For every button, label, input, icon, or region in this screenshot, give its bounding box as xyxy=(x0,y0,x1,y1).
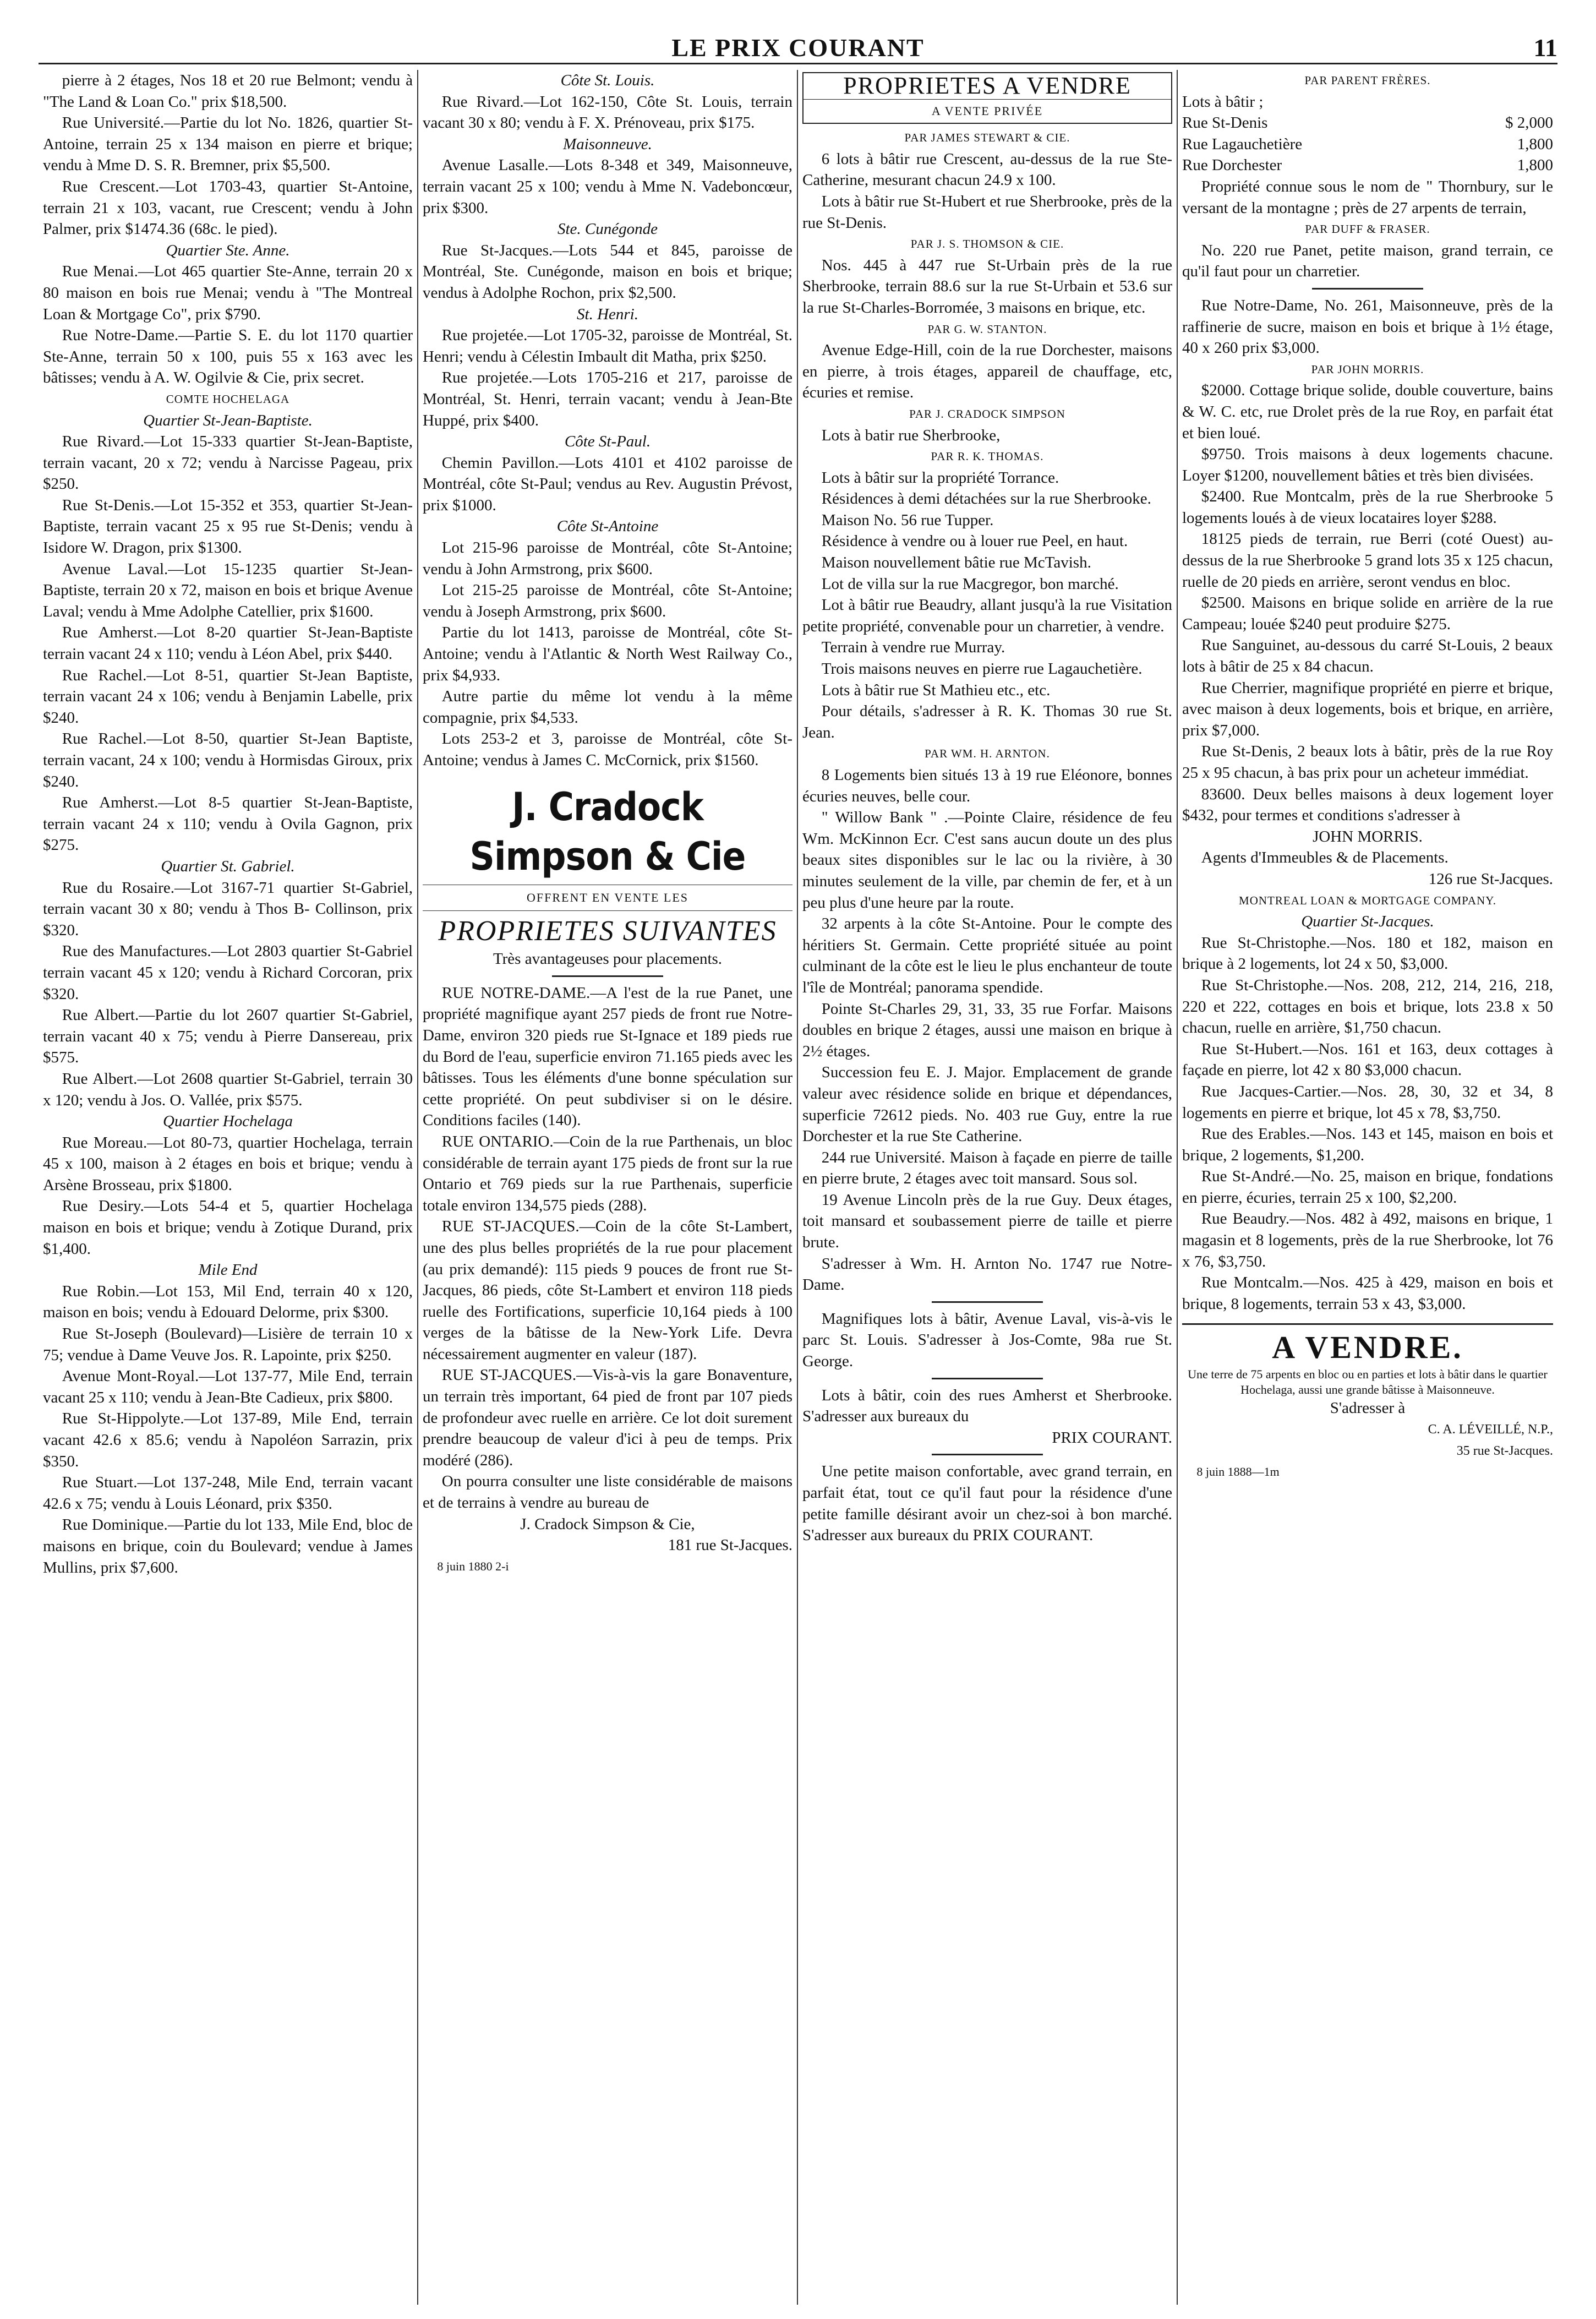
listing-item: Rue Beaudry.—Nos. 482 à 492, maisons en brique, 1 magasin et 8 logements, près de la rue Sherbrooke, lot 76 x 76, $3,750. xyxy=(1182,1210,1553,1270)
section-heading: Maisonneuve. xyxy=(563,135,652,153)
agent-heading: PAR WM. H. ARNTON. xyxy=(925,747,1050,761)
article-paragraph: Rue St-Joseph (Boulevard)—Lisière de terrain 10 x 75; vendue à Dame Veuve Jos. R. Lapointe, prix $250. xyxy=(43,1325,413,1364)
listing-item: Lots à bâtir rue St Mathieu etc., etc. xyxy=(821,681,1051,699)
article-paragraph: Rue Amherst.—Lot 8-20 quartier St-Jean-Baptiste terrain vacant 24 x 110; vendu à Léon Abel, prix $440. xyxy=(43,624,413,663)
listing-item: 244 rue Université. Maison à façade en pierre de taille en pierre brute, 2 étages avec toit mansard. Sous sol. xyxy=(802,1148,1172,1188)
section-heading: St. Henri. xyxy=(577,305,638,323)
listing-item: Magnifiques lots à bâtir, Avenue Laval, vis-à-vis le parc St. Louis. S'adresser à Jos-Comte, 98a rue St. George. xyxy=(802,1309,1172,1371)
listing-item: Rue Montcalm.—Nos. 425 à 429, maison en bois et brique, 8 logements, terrain 53 x 43, $3,000. xyxy=(1182,1274,1553,1313)
divider xyxy=(932,1301,1043,1303)
column-2 xyxy=(418,70,798,2305)
article-paragraph: Avenue Lasalle.—Lots 8-348 et 349, Maisonneuve, terrain vacant 25 x 100; vendu à Mme N. Vadeboncœur, prix $300. xyxy=(423,156,792,217)
a-vendre-text: Une terre de 75 arpents en bloc ou en parties et lots à bâtir dans le quartier Hochelaga, aussi une grande bâtisse à Maisonneuve. xyxy=(1188,1367,1548,1397)
column-1 xyxy=(39,70,418,2305)
article-paragraph: Rue Menai.—Lot 465 quartier Ste-Anne, terrain 20 x 80 maison en bois rue Menai; vendu à "The Montreal Loan & Mortgage Co", prix $790. xyxy=(43,263,413,323)
listing-item: Trois maisons neuves en pierre rue Lagauchetière. xyxy=(821,660,1143,678)
listing-item: Rue Notre-Dame, No. 261, Maisonneuve, près de la raffinerie de sucre, maison en bois et brique à 1½ étage, 40 x 260 prix $3,000. xyxy=(1182,296,1553,357)
article-paragraph: Rue des Manufactures.—Lot 2803 quartier St-Gabriel terrain vacant 45 x 120; vendu à Richard Corcoran, prix $320. xyxy=(43,942,413,1003)
listing-item: Rue St-Denis, 2 beaux lots à bâtir, près de la rue Roy 25 x 95 chacun, à bas prix pour un acheteur immédiat. xyxy=(1182,743,1553,782)
listing-item: Pointe St-Charles 29, 31, 33, 35 rue Forfar. Maisons doubles en brique 2 étages, aussi une maison en brique à 2½ étages. xyxy=(802,1000,1172,1060)
article-paragraph: Rue Rachel.—Lot 8-51, quartier St-Jean Baptiste, terrain vacant 24 x 106; vendu à Benjamin Labelle, prix $240. xyxy=(43,666,413,727)
section-heading: Mile End xyxy=(198,1261,258,1279)
article-paragraph: Rue Université.—Partie du lot No. 1826, quartier St-Antoine, terrain 25 x 134 maison en pierre et brique; vendu à Mme D. S. R. Bremner, prix $5,500. xyxy=(43,114,413,174)
column-3 xyxy=(798,70,1178,2305)
ad-item: On pourra consulter une liste considérable de maisons et de terrains à vendre au bureau de xyxy=(423,1472,792,1512)
article-paragraph: Autre partie du même lot vendu à la même compagnie, prix $4,533. xyxy=(423,687,792,727)
article-paragraph: Lots 253-2 et 3, paroisse de Montréal, côte St-Antoine; vendus à James C. McCornick, prix $1560. xyxy=(423,730,792,769)
simpson-advertisement xyxy=(423,782,792,1578)
ad-date: 8 juin 1880 2-i xyxy=(437,1559,509,1573)
listing-item: Succession feu E. J. Major. Emplacement de grande valeur avec résidence solide en brique et dépendances, superficie 72612 pieds. No. 403 rue Guy, entre la rue Dorchester et la rue Ste Catherine. xyxy=(802,1063,1172,1145)
listing-item: Rue Sanguinet, au-dessous du carré St-Louis, 2 beaux lots à bâtir de 25 x 84 chacun. xyxy=(1182,636,1553,676)
agent-heading: PAR JAMES STEWART & CIE. xyxy=(904,131,1070,145)
price-row xyxy=(1182,155,1553,176)
listing-item: Avenue Edge-Hill, coin de la rue Dorchester, maisons en pierre, à trois étages, appareil de chauffage, etc, écuries et remise. xyxy=(802,341,1172,402)
listing-item: $9750. Trois maisons à deux logements chacune. Loyer $1200, nouvellement bâties et très bien divisées. xyxy=(1182,445,1553,484)
listing-item: 83600. Deux belles maisons à deux logement loyer $432, pour termes et conditions s'adresser à xyxy=(1182,785,1553,825)
a-vendre-date: 8 juin 1888—1m xyxy=(1196,1465,1280,1479)
ad-company-name: J. Cradock Simpson & Cie xyxy=(469,784,746,879)
listing-item: Terrain à vendre rue Murray. xyxy=(821,639,1005,657)
listing-item: Lot à bâtir rue Beaudry, allant jusqu'à la rue Visitation petite propriété, convenable pour un charretier, à vendre. xyxy=(802,596,1172,635)
listing-item: Rue St-Christophe.—Nos. 180 et 182, maison en brique à 2 logements, lot 24 x 50, $3,000. xyxy=(1182,934,1553,973)
section-heading: Ste. Cunégonde xyxy=(557,220,658,238)
ad-address: 181 rue St-Jacques. xyxy=(668,1536,792,1554)
listing-item: No. 220 rue Panet, petite maison, grand terrain, ce qu'il faut pour un charretier. xyxy=(1182,241,1553,281)
listings-subheading: A VENTE PRIVÉE xyxy=(931,103,1043,118)
listing-item: Lots à bâtir rue St-Hubert et rue Sherbrooke, près de la rue St-Denis. xyxy=(802,192,1172,232)
article-paragraph: Rue Albert.—Partie du lot 2607 quartier St-Gabriel, terrain vacant 40 x 75; vendu à Pierre Dansereau, prix $575. xyxy=(43,1006,413,1067)
ad-item: RUE ONTARIO.—Coin de la rue Parthenais, un bloc considérable de terrain ayant 175 pieds de front sur la rue Ontario et 769 pieds sur la rue Parthenais, superficie totale environ 134,575 pieds (288). xyxy=(423,1132,792,1214)
listing-item: S'adresser à Wm. H. Arnton No. 1747 rue Notre-Dame. xyxy=(802,1254,1172,1294)
ad-item: RUE ST-JACQUES.—Vis-à-vis la gare Bonaventure, un terrain très important, 64 pied de front par 107 pieds de profondeur avec ruelle en arrière. Ce lot doit surement prendre beaucoup de valeur d'ici à peu de temps. Prix modéré (286). xyxy=(423,1366,792,1469)
price-value: 1,800 xyxy=(1517,135,1553,153)
article-paragraph: Rue projetée.—Lots 1705-216 et 217, paroisse de Montréal, St. Henri, terrain vacant; vendu à Jean-Bte Huppé, prix $400. xyxy=(423,369,792,429)
listing-item: Rue St-Christophe.—Nos. 208, 212, 214, 216, 218, 220 et 222, cottages en bois et brique, lots 23.8 x 50 chacun, ruelle en arrière, $1,750 chacun. xyxy=(1182,976,1553,1037)
section-heading: Quartier Ste. Anne. xyxy=(166,241,290,259)
divider xyxy=(1312,288,1423,290)
listings-banner xyxy=(802,72,1172,124)
ad-signature: J. Cradock Simpson & Cie, xyxy=(520,1515,695,1533)
listing-item: Pour détails, s'adresser à R. K. Thomas 30 rue St. Jean. xyxy=(802,702,1172,741)
page-number: 11 xyxy=(1533,34,1557,62)
article-paragraph: Partie du lot 1413, paroisse de Montréal, côte St-Antoine; vendu à l'Atlantic & North West Railway Co., prix $4,933. xyxy=(423,624,792,684)
agent-heading: PAR R. K. THOMAS. xyxy=(931,450,1044,463)
agent-title: Agents d'Immeubles & de Placements. xyxy=(1201,849,1449,867)
ad-item: RUE NOTRE-DAME.—A l'est de la rue Panet, une propriété magnifique ayant 257 pieds de front rue Notre-Dame, environ 320 pieds rue St-Ignace et 189 pieds rue du Bord de l'eau, superficie environ 71.165 pieds avec les bâtisses. Tous les éléments d'une bonne spéculation sur cette propriété. On peut subdiviser si on le désire. Conditions faciles (140). xyxy=(423,984,792,1130)
agent-heading: PAR PARENT FRÈRES. xyxy=(1304,74,1431,87)
section-heading: Quartier St-Jacques. xyxy=(1301,913,1434,931)
listing-item: Lot de villa sur la rue Macgregor, bon marché. xyxy=(821,575,1119,593)
a-vendre-address: 35 rue St-Jacques. xyxy=(1456,1443,1553,1458)
article-paragraph: Rue Rivard.—Lot 162-150, Côte St. Louis, terrain vacant 30 x 80; vendu à F. X. Prénoveau, prix $175. xyxy=(423,92,792,132)
section-heading: Quartier Hochelaga xyxy=(163,1112,293,1131)
agent-heading: PAR DUFF & FRASER. xyxy=(1305,222,1430,236)
price-value: $ 2,000 xyxy=(1505,114,1553,132)
newspaper-title: LE PRIX COURANT xyxy=(671,34,925,62)
section-heading: Quartier St. Gabriel. xyxy=(161,857,295,875)
article-paragraph: Rue St-Hippolyte.—Lot 137-89, Mile End, terrain vacant 42.6 x 85.6; vendu à Napoléon Sarrazin, prix $350. xyxy=(43,1410,413,1470)
article-paragraph: Rue projetée.—Lot 1705-32, paroisse de Montréal, St. Henri; vendu à Célestin Imbault dit Matha, prix $250. xyxy=(423,326,792,365)
a-vendre-heading: A VENDRE. xyxy=(1182,1323,1553,1367)
listing-item: 32 arpents à la côte St-Antoine. Pour le compte des héritiers St. Germain. Cette propriété située au point culminant de la côte est le lieu le plus enchanteur de toute l'île de Montréal; panorama spendide. xyxy=(802,915,1172,996)
ad-item: RUE ST-JACQUES.—Coin de la côte St-Lambert, une des plus belles propriétés de la rue pour placement (au prix demandé): 115 pieds 9 pouces de front rue St-Jacques, 86 pieds, côte St-Lambert et environ 118 pieds ruelle des Fortifications, superficie 10,164 pieds à 100 verges de la bâtisse de la New-York Life. Devra nécessairement augmenter en valeur (187). xyxy=(423,1218,792,1363)
agent-heading: PAR JOHN MORRIS. xyxy=(1311,362,1424,376)
article-paragraph: Rue Stuart.—Lot 137-248, Mile End, terrain vacant 42.6 x 75; vendu à Louis Léonard, prix $350. xyxy=(43,1474,413,1513)
price-value: 1,800 xyxy=(1517,156,1553,174)
listing-item: Une petite maison confortable, avec grand terrain, en parfait état, tout ce qu'il faut pour la résidence d'une petite famille désirant avoir un chez-soi à bon marché. S'adresser aux bureaux du PRIX COURANT. xyxy=(802,1463,1172,1545)
price-label: Rue St-Denis xyxy=(1182,114,1268,132)
listing-item: 18125 pieds de terrain, rue Berri (coté Ouest) au-dessus de la rue Sherbrooke 5 grand lots 35 x 125 chacun, ruelle de 20 pieds en arrière, seront vendus en bloc. xyxy=(1182,530,1553,591)
ad-subhead: Très avantageuses pour placements. xyxy=(493,950,723,968)
a-vendre-signature: C. A. LÉVEILLÉ, N.P., xyxy=(1428,1422,1553,1437)
listing-item: Propriété connue sous le nom de " Thornbury, sur le versant de la montagne ; près de 27 arpents de terrain, xyxy=(1182,177,1553,217)
price-row xyxy=(1182,134,1553,155)
article-paragraph: Chemin Pavillon.—Lots 4101 et 4102 paroisse de Montréal, côte St-Paul; vendus au Rev. Augustin Prévost, prix $1000. xyxy=(423,454,792,514)
article-paragraph: Rue du Rosaire.—Lot 3167-71 quartier St-Gabriel, terrain vacant 30 x 80; vendu à Thos B- Collinson, prix $320. xyxy=(43,879,413,939)
article-paragraph: Lot 215-96 paroisse de Montréal, côte St-Antoine; vendu à John Armstrong, prix $600. xyxy=(423,539,792,578)
article-paragraph: Rue St-Denis.—Lot 15-352 et 353, quartier St-Jean-Baptiste, terrain vacant 25 x 95 rue St-Denis; vendu à Isidore W. Dragon, prix $1300. xyxy=(43,496,413,557)
divider xyxy=(932,1378,1043,1379)
divider xyxy=(932,1454,1043,1455)
article-paragraph: Rue Albert.—Lot 2608 quartier St-Gabriel, terrain 30 x 120; vendu à Jos. O. Vallée, prix $575. xyxy=(43,1070,413,1109)
listing-item: Rue Jacques-Cartier.—Nos. 28, 30, 32 et 34, 8 logements en pierre et brique, lot 45 x 78, $3,750. xyxy=(1182,1082,1553,1122)
article-paragraph: pierre à 2 étages, Nos 18 et 20 rue Belmont; vendu à "The Land & Loan Co." prix $18,500. xyxy=(43,72,413,111)
article-paragraph: Rue St-Jacques.—Lots 544 et 845, paroisse de Montréal, Ste. Cunégonde, maison en bois et brique; vendus à Adolphe Rochon, prix $2,500. xyxy=(423,241,792,302)
listing-item: " Willow Bank " .—Pointe Claire, résidence de feu Wm. McKinnon Ecr. C'est sans aucun doute un des plus beaux sites disponibles sur le lac ou la rivière, à 30 minutes seulement de la ville, par chemin de fer, et à un peu plus d'une heure par la route. xyxy=(802,809,1172,912)
listing-item: Rue St-André.—No. 25, maison en brique, fondations en pierre, écuries, terrain 25 x 100, $2,200. xyxy=(1182,1167,1553,1207)
a-vendre-contact: S'adresser à xyxy=(1330,1399,1406,1417)
listing-item: Nos. 445 à 447 rue St-Urbain près de la rue Sherbrooke, terrain 88.6 sur la rue St-Urbain et 53.6 sur la rue St-Charles-Borromée, 3 maisons en brique, etc. xyxy=(802,256,1172,317)
section-heading: Côte St-Antoine xyxy=(556,517,659,536)
price-row xyxy=(1182,112,1553,134)
agent-signature: JOHN MORRIS. xyxy=(1313,827,1423,845)
columns xyxy=(39,70,1557,2305)
price-row xyxy=(1182,91,1553,113)
listing-item: Résidences à demi détachées sur la rue Sherbrooke. xyxy=(821,490,1151,508)
listing-item: Maison No. 56 rue Tupper. xyxy=(821,511,994,529)
ad-headline: PROPRIETES SUIVANTES xyxy=(438,915,777,947)
article-paragraph: Rue Moreau.—Lot 80-73, quartier Hochelaga, terrain 45 x 100, maison à 2 étages en bois et brique; vendu à Arsène Brosseau, prix $1800. xyxy=(43,1133,413,1194)
ad-signature: PRIX COURANT. xyxy=(1052,1428,1172,1447)
section-heading: Côte St-Paul. xyxy=(564,433,651,451)
county-heading: COMTE HOCHELAGA xyxy=(166,392,290,406)
listing-item: 6 lots à bâtir rue Crescent, au-dessus de la rue Ste-Catherine, mesurant chacun 24.9 x 100. xyxy=(802,150,1172,189)
column-4 xyxy=(1178,70,1557,2305)
article-paragraph: Rue Notre-Dame.—Partie S. E. du lot 1170 quartier Ste-Anne, terrain 50 x 100, puis 55 x 163 avec les bâtisses; vendu à A. W. Ogilvie & Cie, prix secret. xyxy=(43,326,413,387)
listing-item: Résidence à vendre ou à louer rue Peel, en haut. xyxy=(821,532,1128,550)
article-paragraph: Rue Rivard.—Lot 15-333 quartier St-Jean-Baptiste, terrain vacant, 20 x 72; vendu à Narcisse Pageau, prix $250. xyxy=(43,433,413,493)
article-paragraph: Avenue Laval.—Lot 15-1235 quartier St-Jean-Baptiste, terrain 20 x 72, maison en bois et brique Avenue Laval; vendu à Mme Adolphe Catellier, prix $1600. xyxy=(43,560,413,620)
article-paragraph: Rue Crescent.—Lot 1703-43, quartier St-Antoine, terrain 21 x 103, vacant, rue Crescent; vendu à John Palmer, prix $1474.36 (68c. le pied). xyxy=(43,177,413,238)
ad-offer-line: OFFRENT EN VENTE LES xyxy=(423,885,792,912)
article-paragraph: Rue Dominique.—Partie du lot 133, Mile End, bloc de maisons en brique, coin du Boulevard; vendue à James Mullins, prix $7,600. xyxy=(43,1516,413,1576)
listing-item: Lots à batir rue Sherbrooke, xyxy=(821,426,1001,444)
section-heading: Quartier St-Jean-Baptiste. xyxy=(143,411,313,429)
agent-address: 126 rue St-Jacques. xyxy=(1428,870,1553,888)
divider xyxy=(552,975,663,977)
listing-item: Lots à bâtir, coin des rues Amherst et Sherbrooke. S'adresser aux bureaux du xyxy=(802,1386,1172,1426)
listing-item: 19 Avenue Lincoln près de la rue Guy. Deux étages, toit mansard et soubassement pierre de taille et pierre brute. xyxy=(802,1191,1172,1252)
agent-heading: PAR G. W. STANTON. xyxy=(927,322,1047,336)
agent-heading: PAR J. S. THOMSON & CIE. xyxy=(910,237,1064,251)
listing-item: $2000. Cottage brique solide, double couverture, bains & W. C. etc, rue Drolet près de la rue Roy, en parfait état et bien loué. xyxy=(1182,381,1553,442)
agent-heading: MONTREAL LOAN & MORTGAGE COMPANY. xyxy=(1239,893,1496,907)
listing-item: Rue St-Hubert.—Nos. 161 et 163, deux cottages à façade en pierre, lot 42 x 80 $3,000 chacun. xyxy=(1182,1040,1553,1079)
article-paragraph: Avenue Mont-Royal.—Lot 137-77, Mile End, terrain vacant 25 x 110; vendu à Jean-Bte Cadieux, prix $800. xyxy=(43,1367,413,1406)
price-label: Rue Lagauchetière xyxy=(1182,135,1303,153)
listing-item: 8 Logements bien situés 13 à 19 rue Eléonore, bonnes écuries neuves, belle cour. xyxy=(802,766,1172,805)
article-paragraph: Lot 215-25 paroisse de Montréal, côte St-Antoine; vendu à Joseph Armstrong, prix $600. xyxy=(423,581,792,620)
article-paragraph: Rue Rachel.—Lot 8-50, quartier St-Jean Baptiste, terrain vacant, 24 x 100; vendu à Hormisdas Giroux, prix $240. xyxy=(43,730,413,790)
masthead xyxy=(39,33,1557,64)
listing-item: Maison nouvellement bâtie rue McTavish. xyxy=(821,554,1091,572)
section-heading: Côte St. Louis. xyxy=(560,72,655,89)
article-paragraph: Rue Desiry.—Lots 54-4 et 5, quartier Hochelaga maison en bois et brique; vendu à Zotique Durand, prix $1,400. xyxy=(43,1197,413,1258)
listing-item: Rue Cherrier, magnifique propriété en pierre et brique, avec maison à deux logements, bois et brique, en arrière, prix $7,000. xyxy=(1182,679,1553,739)
agent-heading: PAR J. CRADOCK SIMPSON xyxy=(909,407,1065,421)
article-paragraph: Rue Robin.—Lot 153, Mil End, terrain 40 x 120, maison en bois; vendu à Edouard Delorme, prix $300. xyxy=(43,1282,413,1322)
listings-heading: PROPRIETES A VENDRE xyxy=(804,73,1171,100)
listing-item: Rue des Erables.—Nos. 143 et 145, maison en bois et brique, 2 logements, $1,200. xyxy=(1182,1125,1553,1164)
price-label: Lots à bâtir ; xyxy=(1182,92,1264,111)
article-paragraph: Rue Amherst.—Lot 8-5 quartier St-Jean-Baptiste, terrain vacant 24 x 110; vendu à Ovila Gagnon, prix $275. xyxy=(43,794,413,854)
price-label: Rue Dorchester xyxy=(1182,156,1282,174)
listing-item: $2400. Rue Montcalm, près de la rue Sherbrooke 5 logements loués à de vieux locataires loyer $288. xyxy=(1182,488,1553,527)
listing-item: Lots à bâtir sur la propriété Torrance. xyxy=(821,468,1059,487)
listing-item: $2500. Maisons en brique solide en arrière de la rue Campeau; louée $240 peut produire $275. xyxy=(1182,594,1553,633)
